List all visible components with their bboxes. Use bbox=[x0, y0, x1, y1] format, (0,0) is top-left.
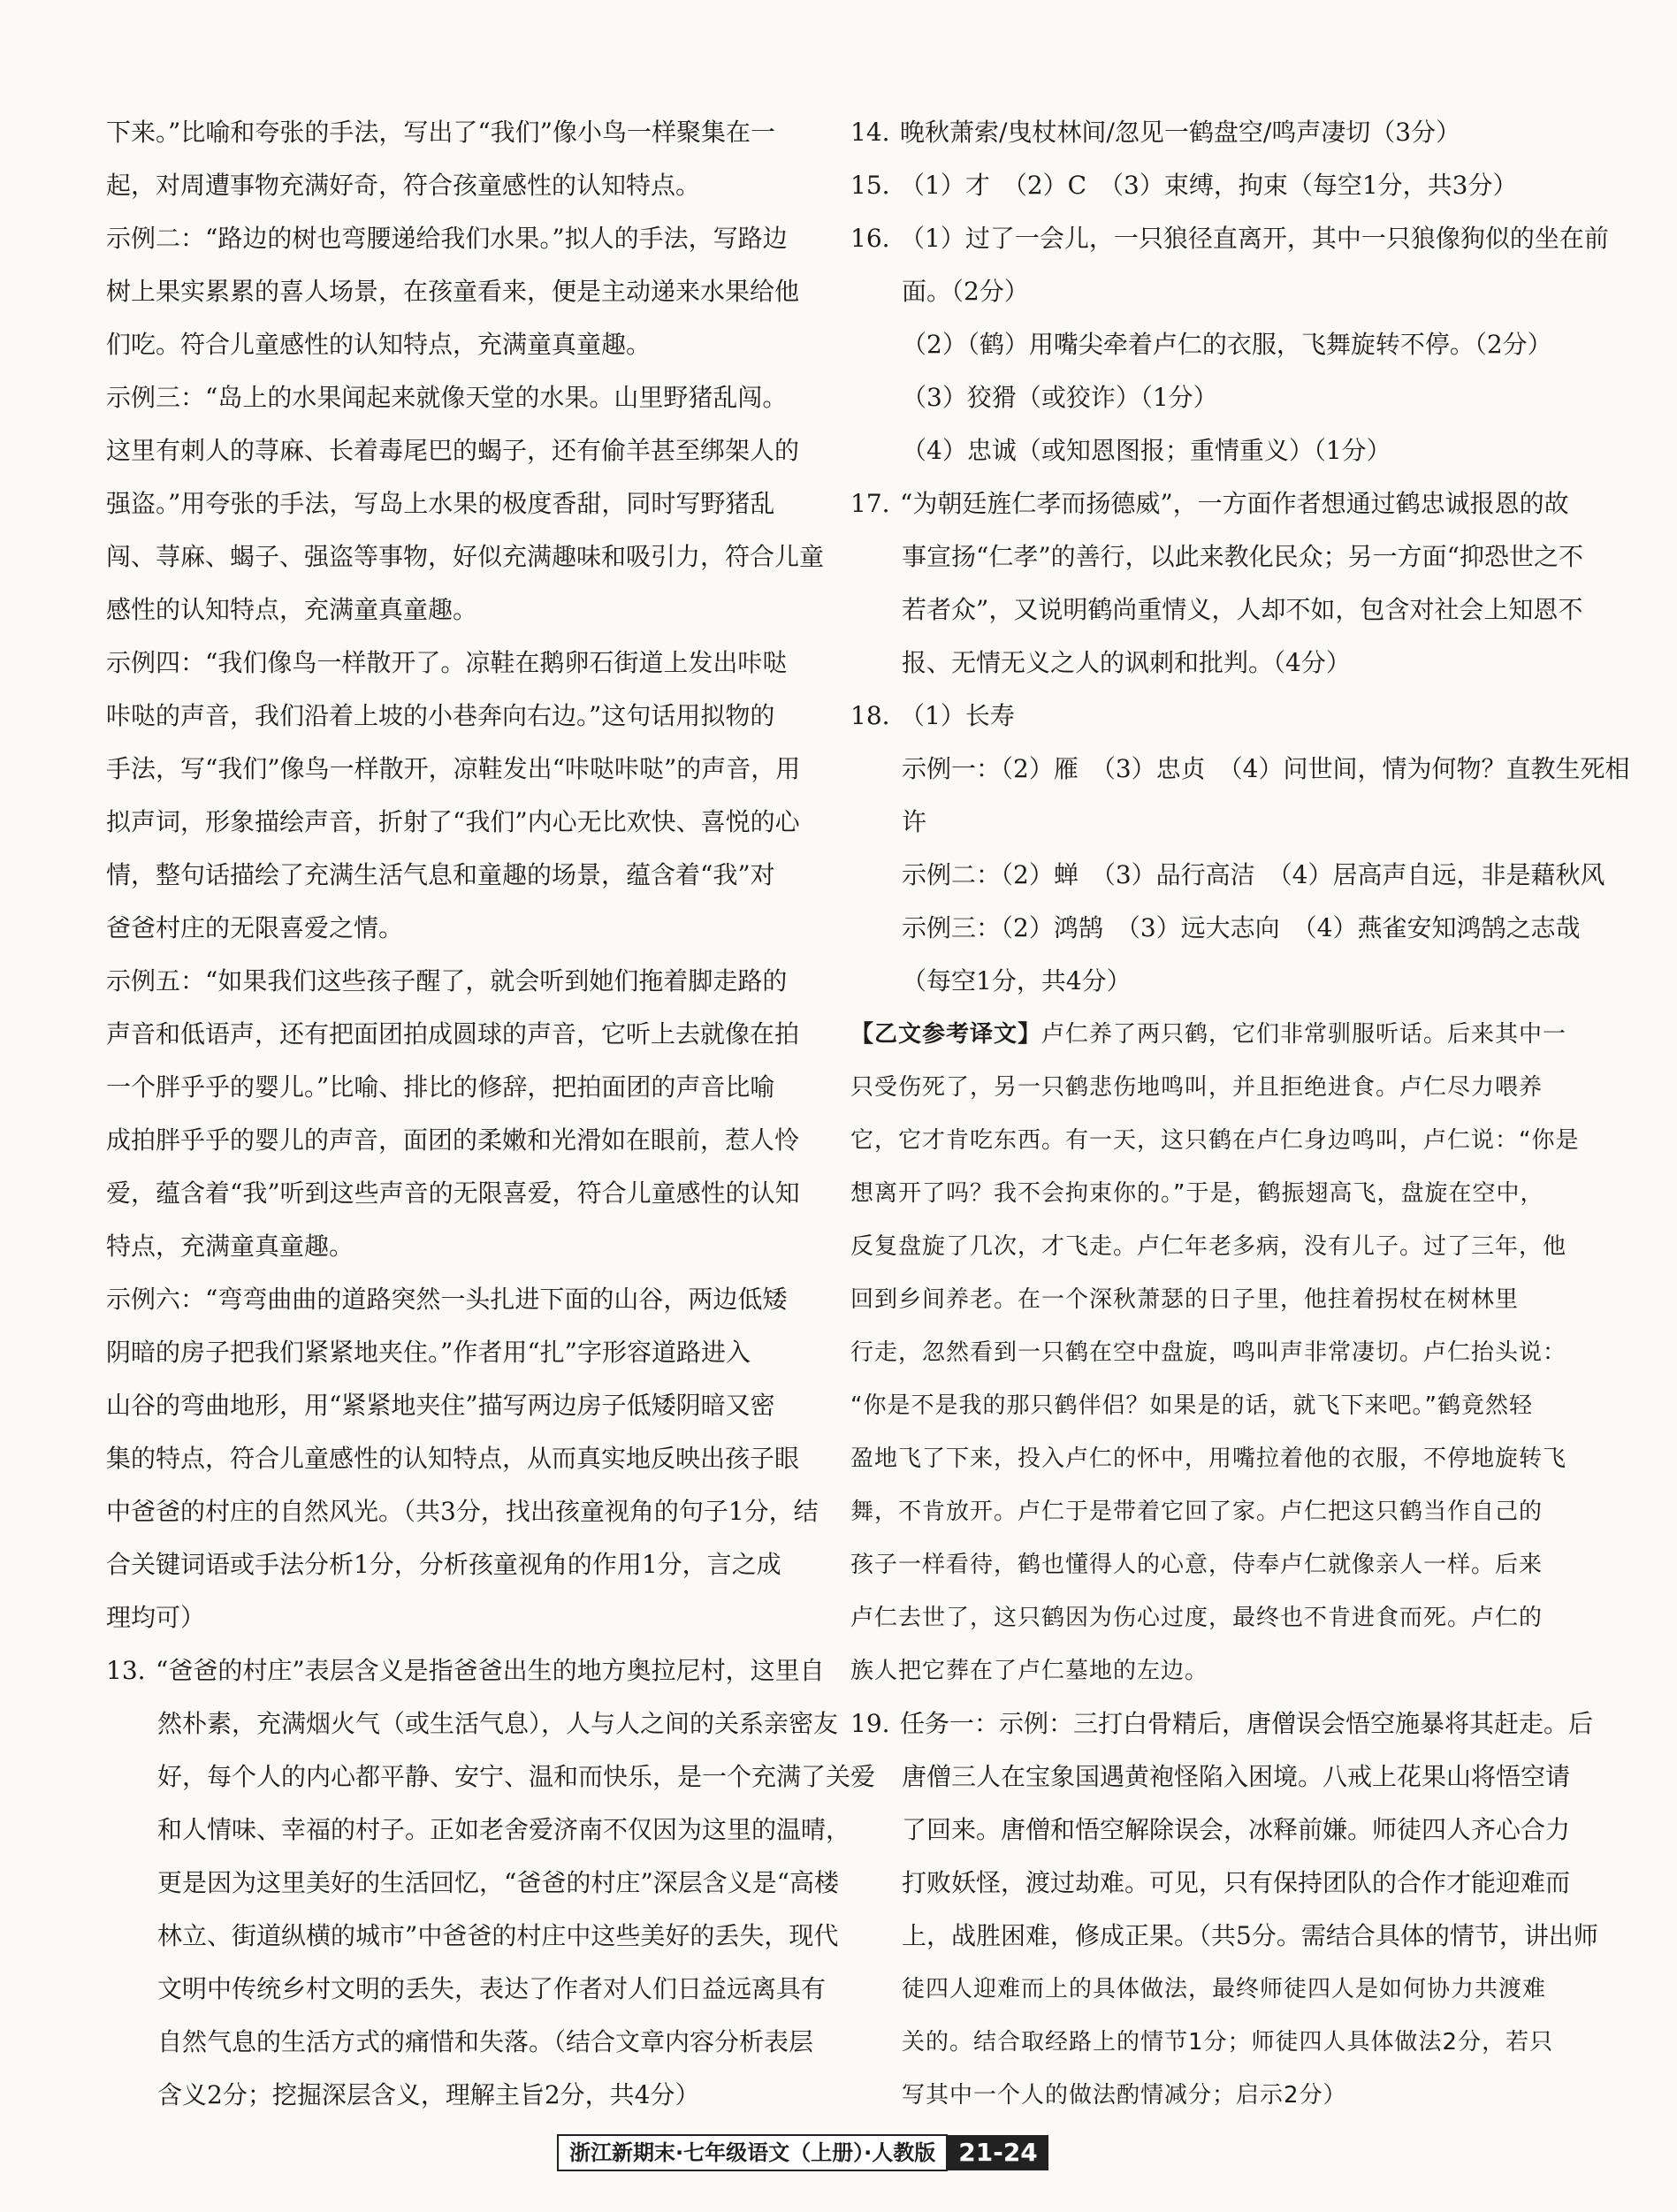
q13-line: 自然气息的生活方式的痛惜和失落。（结合文章内容分析表层 bbox=[157, 2027, 814, 2056]
text-line: 示例五：“如果我们这些孩子醒了，就会听到她们拖着脚走路的 bbox=[106, 966, 788, 995]
text-line: 拟声词，形象描绘声音，折射了“我们”内心无比欢快、喜悦的心 bbox=[106, 807, 800, 836]
text-line: 一个胖乎乎的婴儿。”比喻、排比的修辞，把拍面团的声音比喻 bbox=[106, 1072, 775, 1102]
text-line: 特点，充满童真童趣。 bbox=[106, 1232, 354, 1261]
q17-line: 若者众”，又说明鹤尚重情义，人却不如，包含对社会上知恩不 bbox=[902, 595, 1583, 624]
text-line: 合关键词语或手法分析1分，分析孩童视角的作用1分，言之成 bbox=[106, 1550, 781, 1579]
q18-line: 示例三：（2）鸿鹄 （3）远大志向 （4）燕雀安知鸿鹄之志哉 bbox=[902, 913, 1581, 942]
question-number: 19. bbox=[850, 1709, 890, 1738]
q16-line: （2）（鹤）用嘴尖牵着卢仁的衣服，飞舞旋转不停。（2分） bbox=[902, 330, 1552, 359]
left-paragraphs bbox=[106, 106, 825, 1644]
question-number: 18. bbox=[850, 701, 890, 730]
q19-line: 关的。结合取经路上的情节1分；师徒四人具体做法2分，若只 bbox=[902, 2029, 1554, 2056]
q16-line: （3）狡猾（或狡诈）（1分） bbox=[902, 383, 1218, 412]
yi-line: “你是不是我的那只鹤伴侣？如果是的话，就飞下来吧。”鹤竟然轻 bbox=[850, 1392, 1533, 1419]
question-16 bbox=[850, 212, 1609, 477]
question-number: 15. bbox=[850, 171, 890, 200]
text-line: 阴暗的房子把我们紧紧地夹住。”作者用“扎”字形容道路进入 bbox=[106, 1338, 751, 1367]
page-number: 21-24 bbox=[948, 2135, 1048, 2170]
q16-line: 面。（2分） bbox=[902, 277, 1029, 306]
yi-line: 只受伤死了，另一只鹤悲伤地鸣叫，并且拒绝进食。卢仁尽力喂养 bbox=[850, 1074, 1544, 1101]
q17-line: 17. “为朝廷旌仁孝而扬德威”，一方面作者想通过鹤忠诚报恩的故 bbox=[850, 477, 1563, 530]
q15-line: 15. （1）才 （2）C （3）束缚，拘束（每空1分，共3分） bbox=[850, 159, 1563, 212]
question-number: 14. bbox=[850, 118, 890, 147]
q14-line: 14. 晚秋萧索/曳杖林间/忽见一鹤盘空/鸣声凄切（3分） bbox=[850, 106, 1563, 159]
q13-line: 好，每个人的内心都平静、安宁、温和而快乐，是一个充满了关爱 bbox=[157, 1762, 876, 1791]
q19-line: 了回来。唐僧和悟空解除误会，冰释前嫌。师徒四人齐心合力 bbox=[902, 1815, 1571, 1844]
question-number: 16. bbox=[850, 224, 890, 253]
text-line: 声音和低语声，还有把面团拍成圆球的声音，它听上去就像在拍 bbox=[106, 1019, 800, 1049]
yi-line: 舞，不肯放开。卢仁于是带着它回了家。卢仁把这只鹤当作自己的 bbox=[850, 1499, 1544, 1525]
text-line: 们吃。符合儿童感性的认知特点，充满童真童趣。 bbox=[106, 330, 652, 359]
question-number: 13. bbox=[106, 1656, 146, 1685]
q19-line: 写其中一个人的做法酌情减分；启示2分） bbox=[902, 2082, 1347, 2109]
q13-line: 13. “爸爸的村庄”表层含义是指爸爸出生的地方奥拉尼村，这里自 bbox=[106, 1644, 796, 1697]
yi-line: 【乙文参考译文】卢仁养了两只鹤，它们非常驯服听话。后来其中一 bbox=[850, 1021, 1567, 1048]
yi-line: 反复盘旋了几次，才飞走。卢仁年老多病，没有儿子。过了三年，他 bbox=[850, 1233, 1567, 1260]
text-line: 这里有刺人的荨麻、长着毒尾巴的蝎子，还有偷羊甚至绑架人的 bbox=[106, 436, 800, 465]
q19-line: 19. 任务一：示例：三打白骨精后，唐僧误会悟空施暴将其赶走。后 bbox=[850, 1697, 1563, 1751]
question-17 bbox=[850, 477, 1583, 690]
text-line: 示例二：“路边的树也弯腰递给我们水果。”拟人的手法，写路边 bbox=[106, 224, 788, 253]
q17-line: 事宣扬“仁孝”的善行，以此来教化民众；另一方面“抑恐世之不 bbox=[902, 542, 1583, 571]
q13-line: 和人情味、幸福的村子。正如老舍爱济南不仅因为这里的温晴， bbox=[157, 1815, 851, 1844]
q19-line: 打败妖怪，渡过劫难。可见，只有保持团队的合作才能迎难而 bbox=[902, 1868, 1571, 1897]
yi-heading: 【乙文参考译文】 bbox=[850, 1021, 1042, 1048]
q13-line: 更是因为这里美好的生活回忆，“爸爸的村庄”深层含义是“高楼 bbox=[157, 1868, 839, 1897]
question-14 bbox=[850, 106, 1563, 159]
text-line: 示例六：“弯弯曲曲的道路突然一头扎进下面的山谷，两边低矮 bbox=[106, 1285, 788, 1314]
q18-line: （每空1分，共4分） bbox=[902, 966, 1132, 995]
q18-line: 18. （1）长寿 bbox=[850, 690, 1563, 743]
q19-line: 上，战胜困难，修成正果。（共5分。需结合具体的情节，讲出师 bbox=[902, 1921, 1598, 1950]
yi-translation bbox=[850, 1008, 1580, 1697]
yi-line: 卢仁去世了，这只鹤因为伤心过度，最终也不肯进食而死。卢仁的 bbox=[850, 1605, 1544, 1631]
text-line: 手法，写“我们”像鸟一样散开，凉鞋发出“咔哒咔哒”的声音，用 bbox=[106, 754, 801, 783]
q16-line: （4）忠诚（或知恩图报；重情重义）（1分） bbox=[902, 436, 1391, 465]
q19-line: 徒四人迎难而上的具体做法，最终师徒四人是如何协力共渡难 bbox=[902, 1976, 1547, 2002]
text-line: 理均可） bbox=[106, 1603, 206, 1632]
text-line: 爸爸村庄的无限喜爱之情。 bbox=[106, 913, 404, 942]
text-line: 咔哒的声音，我们沿着上坡的小巷奔向右边。”这句话用拟物的 bbox=[106, 701, 775, 730]
q13-line: 文明中传统乡村文明的丢失，表达了作者对人们日益远离具有 bbox=[157, 1974, 827, 2003]
question-18 bbox=[850, 690, 1630, 1008]
text-line: 示例三：“岛上的水果闻起来就像天堂的水果。山里野猪乱闯。 bbox=[106, 383, 788, 412]
question-number: 17. bbox=[850, 489, 890, 518]
text-line: 山谷的弯曲地形，用“紧紧地夹住”描写两边房子低矮阴暗又密 bbox=[106, 1391, 775, 1420]
text-line: 树上果实累累的喜人场景，在孩童看来，便是主动递来水果给他 bbox=[106, 277, 800, 306]
question-15 bbox=[850, 159, 1563, 212]
text-line: 感性的认知特点，充满童真童趣。 bbox=[106, 595, 478, 624]
question-19 bbox=[850, 1697, 1598, 2122]
yi-line: 孩子一样看待，鹤也懂得人的心意，侍奉卢仁就像亲人一样。后来 bbox=[850, 1552, 1544, 1578]
text-line: 集的特点，符合儿童感性的认知特点，从而真实地反映出孩子眼 bbox=[106, 1444, 800, 1473]
footer-title: 浙江新期末·七年级语文（上册）·人教版 bbox=[557, 2134, 948, 2171]
text-line: 中爸爸的村庄的自然风光。（共3分，找出孩童视角的句子1分，结 bbox=[106, 1497, 819, 1526]
text-line: 成拍胖乎乎的婴儿的声音，面团的柔嫩和光滑如在眼前，惹人怜 bbox=[106, 1125, 800, 1155]
text-line: 强盗。”用夸张的手法，写岛上水果的极度香甜，同时写野猪乱 bbox=[106, 489, 775, 518]
yi-line: 族人把它葬在了卢仁墓地的左边。 bbox=[850, 1658, 1209, 1684]
q18-line: 示例一：（2）雁 （3）忠贞 （4）问世间，情为何物？直教生死相 bbox=[902, 754, 1630, 783]
text-line: 起，对周遭事物充满好奇，符合孩童感性的认知特点。 bbox=[106, 171, 701, 200]
q13-line: 然朴素，充满烟火气（或生活气息），人与人之间的关系亲密友 bbox=[157, 1709, 839, 1738]
text-line: 爱，蕴含着“我”听到这些声音的无限喜爱，符合儿童感性的认知 bbox=[106, 1178, 800, 1208]
q19-line: 唐僧三人在宝象国遇黄袍怪陷入困境。八戒上花果山将悟空请 bbox=[902, 1762, 1571, 1791]
q18-line: 示例二：（2）蝉 （3）品行高洁 （4）居高声自远，非是藉秋风 bbox=[902, 860, 1605, 889]
q13-line: 含义2分；挖掘深层含义，理解主旨2分，共4分） bbox=[157, 2080, 700, 2109]
text-line: 示例四：“我们像鸟一样散开了。凉鞋在鹅卵石街道上发出咔哒 bbox=[106, 648, 788, 677]
yi-line: 它，它才肯吃东西。有一天，这只鹤在卢仁身边鸣叫，卢仁说：“你是 bbox=[850, 1127, 1580, 1154]
text-line: 下来。”比喻和夸张的手法，写出了“我们”像小鸟一样聚集在一 bbox=[106, 118, 775, 147]
yi-line: 盈地飞了下来，投入卢仁的怀中，用嘴拉着他的衣服，不停地旋转飞 bbox=[850, 1445, 1567, 1472]
yi-line: 回到乡间养老。在一个深秋萧瑟的日子里，他拄着拐杖在树林里 bbox=[850, 1286, 1520, 1313]
q16-line: 16. （1）过了一会儿，一只狼径直离开，其中一只狼像狗似的坐在前 bbox=[850, 212, 1563, 265]
yi-line: 想离开了吗？我不会拘束你的。”于是，鹤振翅高飞，盘旋在空中， bbox=[850, 1180, 1544, 1207]
text-line: 闯、荨麻、蝎子、强盗等事物，好似充满趣味和吸引力，符合儿童 bbox=[106, 542, 825, 571]
q13-line: 林立、街道纵横的城市”中爸爸的村庄中这些美好的丢失，现代 bbox=[157, 1921, 839, 1950]
text-line: 情，整句话描绘了充满生活气息和童趣的场景，蕴含着“我”对 bbox=[106, 860, 775, 889]
page-footer bbox=[557, 2132, 1048, 2173]
q17-line: 报、无情无义之人的讽刺和批判。（4分） bbox=[902, 648, 1351, 677]
yi-line: 行走，忽然看到一只鹤在空中盘旋，鸣叫声非常凄切。卢仁抬头说： bbox=[850, 1339, 1567, 1366]
q18-line: 许 bbox=[902, 807, 927, 836]
right-column bbox=[850, 106, 1630, 2122]
